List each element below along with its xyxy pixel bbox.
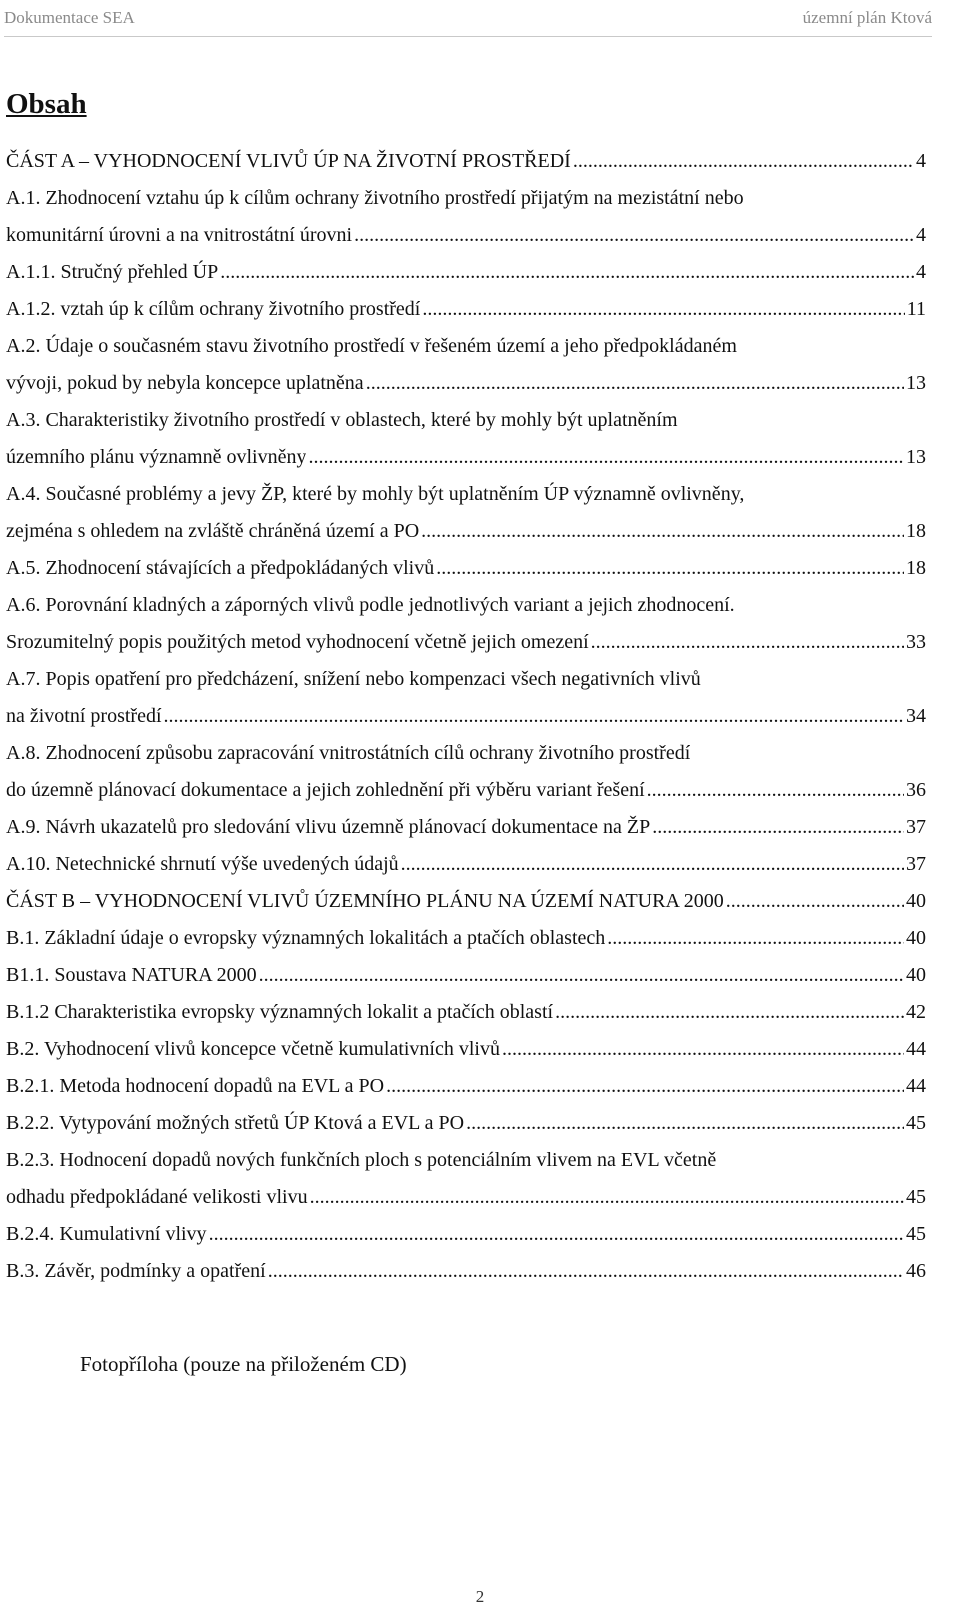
toc-entry-text: zejména s ohledem na zvláště chráněná území a PO: [6, 520, 420, 542]
toc-entry-text: B.2.2. Vytypování možných střetů ÚP Ktová a EVL a PO: [6, 1112, 465, 1134]
toc-entry-line: [6, 994, 926, 1031]
toc-entry-text: B.2.4. Kumulativní vlivy: [6, 1223, 207, 1245]
toc-page-number: 40: [906, 890, 926, 912]
toc-entry-line: [6, 920, 926, 957]
toc-entry-line: [6, 846, 926, 883]
toc-entry-text: A.6. Porovnání kladných a záporných vlivů podle jednotlivých variant a jejich zhodnocení.: [6, 594, 735, 616]
toc-entry[interactable]: [6, 328, 926, 402]
toc-entry[interactable]: [6, 587, 926, 661]
toc-entry-line: [6, 550, 926, 587]
toc-dot-leader: [502, 1031, 904, 1068]
toc-page-number: 44: [906, 1038, 926, 1060]
toc-entry[interactable]: [6, 476, 926, 550]
table-of-contents: [6, 143, 926, 1290]
toc-entry-text: ČÁST B – VYHODNOCENÍ VLIVŮ ÚZEMNÍHO PLÁNU NA ÚZEMÍ NATURA 2000: [6, 890, 724, 912]
toc-page-number: 40: [906, 964, 926, 986]
toc-entry-line: [6, 217, 926, 254]
toc-dot-leader: [466, 1105, 904, 1142]
page-number: 2: [475, 1587, 485, 1606]
toc-dot-leader: [436, 550, 904, 587]
toc-page-number: 13: [906, 372, 926, 394]
toc-page-number: 44: [906, 1075, 926, 1097]
toc-entry-line: [6, 1105, 926, 1142]
toc-entry-line: [6, 735, 926, 772]
toc-entry-text: A.5. Zhodnocení stávajících a předpokládaných vlivů: [6, 557, 435, 579]
toc-entry-text: B.1. Základní údaje o evropsky významných lokalitách a ptačích oblastech: [6, 927, 606, 949]
toc-page-number: 4: [916, 261, 926, 283]
toc-page-number: 42: [906, 1001, 926, 1023]
toc-entry-line: [6, 143, 926, 180]
toc-entry[interactable]: [6, 1105, 926, 1142]
toc-entry-text: vývoji, pokud by nebyla koncepce uplatněna: [6, 372, 364, 394]
toc-page-number: 4: [916, 224, 926, 246]
toc-entry-text: odhadu předpokládané velikosti vlivu: [6, 1186, 308, 1208]
toc-entry[interactable]: [6, 1068, 926, 1105]
toc-entry[interactable]: [6, 402, 926, 476]
toc-page-number: 40: [906, 927, 926, 949]
toc-entry-text: komunitární úrovni a na vnitrostátní úrovni: [6, 224, 353, 246]
toc-entry-line: [6, 698, 926, 735]
toc-dot-leader: [607, 920, 904, 957]
toc-dot-leader: [555, 994, 904, 1031]
toc-entry[interactable]: [6, 661, 926, 735]
page-header: [4, 0, 932, 37]
toc-page-number: 45: [906, 1112, 926, 1134]
photo-appendix-note: Fotopříloha (pouze na přiloženém CD): [80, 1352, 407, 1376]
toc-dot-leader: [421, 513, 904, 550]
toc-page-number: 46: [906, 1260, 926, 1282]
toc-entry-line: [6, 1142, 926, 1179]
toc-entry[interactable]: [6, 1031, 926, 1068]
toc-entry[interactable]: [6, 180, 926, 254]
toc-entry[interactable]: [6, 1216, 926, 1253]
toc-dot-leader: [259, 957, 904, 994]
toc-entry-text: A.8. Zhodnocení způsobu zapracování vnitrostátních cílů ochrany životního prostředí: [6, 742, 691, 764]
toc-dot-leader: [573, 143, 914, 180]
toc-entry[interactable]: [6, 920, 926, 957]
toc-entry-line: [6, 254, 926, 291]
toc-entry[interactable]: [6, 254, 926, 291]
toc-dot-leader: [268, 1253, 904, 1290]
toc-entry[interactable]: [6, 809, 926, 846]
toc-dot-leader: [310, 1179, 904, 1216]
toc-entry-line: [6, 772, 926, 809]
toc-entry-line: [6, 883, 926, 920]
toc-page-number: 37: [906, 816, 926, 838]
toc-dot-leader: [308, 439, 904, 476]
toc-dot-leader: [652, 809, 904, 846]
toc-entry[interactable]: [6, 291, 926, 328]
toc-entry-text: na životní prostředí: [6, 705, 162, 727]
toc-entry-line: [6, 809, 926, 846]
toc-entry-line: [6, 180, 926, 217]
toc-entry-text: B.2. Vyhodnocení vlivů koncepce včetně kumulativních vlivů: [6, 1038, 500, 1060]
toc-entry-text: A.4. Současné problémy a jevy ŽP, které by mohly být uplatněním ÚP významně ovlivněny,: [6, 483, 745, 505]
toc-entry-line: [6, 513, 926, 550]
toc-entry-line: [6, 661, 926, 698]
toc-entry-text: B.2.1. Metoda hodnocení dopadů na EVL a PO: [6, 1075, 385, 1097]
toc-entry-line: [6, 328, 926, 365]
header-left: Dokumentace SEA: [4, 8, 135, 27]
toc-page-number: 13: [906, 446, 926, 468]
toc-entry-text: Srozumitelný popis použitých metod vyhodnocení včetně jejich omezení: [6, 631, 589, 653]
toc-page-number: 34: [906, 705, 926, 727]
toc-entry-line: [6, 1253, 926, 1290]
toc-dot-leader: [209, 1216, 904, 1253]
toc-entry-text: A.7. Popis opatření pro předcházení, snížení nebo kompenzaci všech negativních vlivů: [6, 668, 701, 690]
toc-entry-line: [6, 439, 926, 476]
toc-dot-leader: [366, 365, 904, 402]
toc-dot-leader: [422, 291, 904, 328]
toc-entry-text: územního plánu významně ovlivněny: [6, 446, 307, 468]
toc-entry-line: [6, 1031, 926, 1068]
toc-page-number: 18: [906, 520, 926, 542]
toc-entry-line: [6, 957, 926, 994]
toc-entry[interactable]: [6, 994, 926, 1031]
toc-entry-text: A.10. Netechnické shrnutí výše uvedených údajů: [6, 853, 399, 875]
toc-entry[interactable]: [6, 1142, 926, 1216]
toc-entry[interactable]: [6, 957, 926, 994]
toc-dot-leader: [164, 698, 904, 735]
toc-entry-line: [6, 624, 926, 661]
toc-entry-text: ČÁST A – VYHODNOCENÍ VLIVŮ ÚP NA ŽIVOTNÍ PROSTŘEDÍ: [6, 150, 571, 172]
toc-entry[interactable]: [6, 1253, 926, 1290]
toc-dot-leader: [401, 846, 904, 883]
toc-entry-text: A.3. Charakteristiky životního prostředí v oblastech, které by mohly být uplatněním: [6, 409, 678, 431]
toc-dot-leader: [726, 883, 904, 920]
toc-entry[interactable]: [6, 846, 926, 883]
toc-entry-text: do územně plánovací dokumentace a jejich zohlednění při výběru variant řešení: [6, 779, 645, 801]
toc-entry-text: A.1.1. Stručný přehled ÚP: [6, 261, 219, 283]
toc-entry-line: [6, 402, 926, 439]
toc-page-number: 18: [906, 557, 926, 579]
toc-entry-line: [6, 365, 926, 402]
toc-page-number: 37: [906, 853, 926, 875]
toc-dot-leader: [386, 1068, 904, 1105]
header-right: územní plán Ktová: [802, 8, 932, 27]
toc-page-number: 33: [906, 631, 926, 653]
toc-entry-text: B.1.2 Charakteristika evropsky významných lokalit a ptačích oblastí: [6, 1001, 554, 1023]
toc-entry-line: [6, 587, 926, 624]
toc-entry-text: B.3. Závěr, podmínky a opatření: [6, 1260, 266, 1282]
toc-entry-line: [6, 291, 926, 328]
toc-heading: Obsah: [6, 88, 87, 120]
toc-entry-line: [6, 1179, 926, 1216]
toc-entry[interactable]: [6, 143, 926, 180]
toc-entry-text: B.2.3. Hodnocení dopadů nových funkčních ploch s potenciálním vlivem na EVL včetně: [6, 1149, 717, 1171]
toc-page-number: 45: [906, 1186, 926, 1208]
toc-entry-line: [6, 476, 926, 513]
toc-entry-text: B1.1. Soustava NATURA 2000: [6, 964, 257, 986]
toc-entry[interactable]: [6, 883, 926, 920]
toc-entry-text: A.1.2. vztah úp k cílům ochrany životního prostředí: [6, 298, 421, 320]
toc-page-number: 11: [906, 298, 926, 320]
toc-dot-leader: [354, 217, 914, 254]
toc-entry[interactable]: [6, 550, 926, 587]
toc-page-number: 36: [906, 779, 926, 801]
toc-page-number: 4: [916, 150, 926, 172]
toc-entry-line: [6, 1068, 926, 1105]
toc-dot-leader: [591, 624, 904, 661]
toc-dot-leader: [220, 254, 914, 291]
toc-page-number: 45: [906, 1223, 926, 1245]
toc-dot-leader: [647, 772, 904, 809]
toc-entry-line: [6, 1216, 926, 1253]
toc-entry[interactable]: [6, 735, 926, 809]
toc-entry-text: A.1. Zhodnocení vztahu úp k cílům ochrany životního prostředí přijatým na mezistátní nebo: [6, 187, 744, 209]
toc-entry-text: A.9. Návrh ukazatelů pro sledování vlivu územně plánovací dokumentace na ŽP: [6, 816, 651, 838]
toc-entry-text: A.2. Údaje o současném stavu životního prostředí v řešeném území a jeho předpokládaném: [6, 335, 737, 357]
